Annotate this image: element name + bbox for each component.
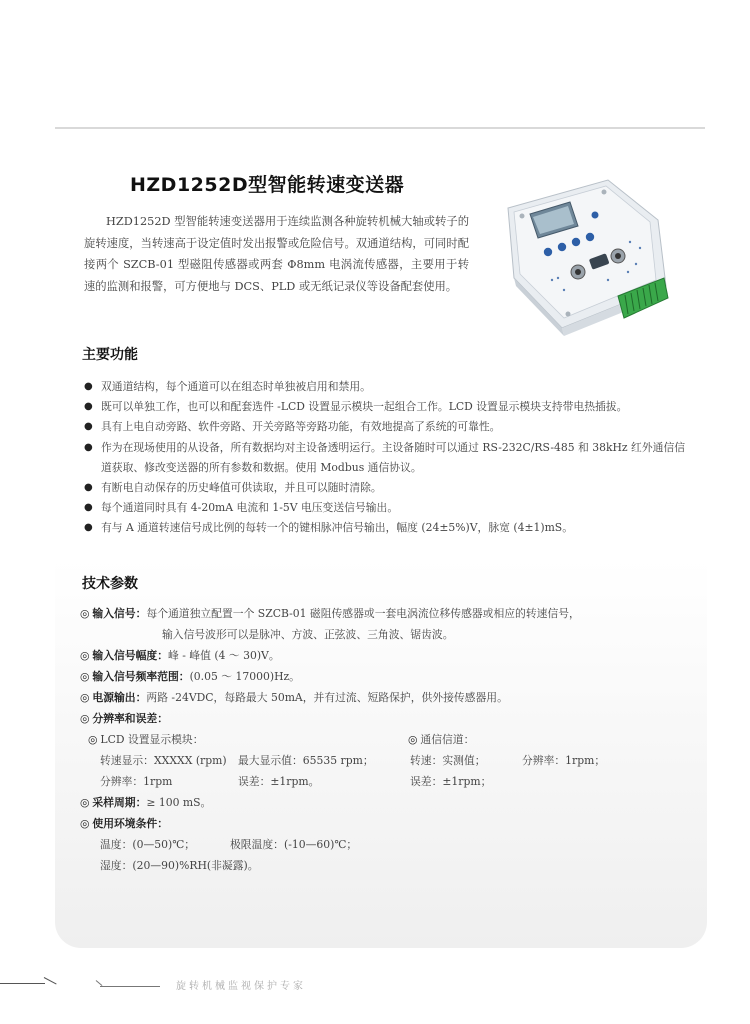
lcd-module-title: ◎ LCD 设置显示模块： (88, 733, 204, 746)
section-title-specs: 技术参数 (82, 576, 138, 592)
list-item: ● 有断电自动保存的历史峰值可供读取，并且可以随时清除。 (84, 478, 694, 498)
spec-value: (0.05 ～ 17000)Hz。 (189, 670, 300, 683)
spec-label: 输入信号频率范围 (92, 670, 179, 683)
spec-bullet: ◎ (80, 796, 90, 809)
list-item: ● 双通道结构，每个通道可以在组态时单独被启用和禁用。 (84, 377, 694, 397)
comm-error: 误差：±1rpm； (410, 775, 492, 788)
section-title-features: 主要功能 (82, 347, 138, 363)
spec-bullet: ◎ (88, 733, 98, 746)
spec-label: 使用环境条件 (92, 817, 158, 830)
footer-rule (100, 986, 160, 987)
spec-value: ≥ 100 mS。 (146, 796, 212, 809)
spec-bullet: ◎ (80, 691, 90, 704)
env-temperature: 温度：(0—50)℃； (100, 838, 196, 851)
lcd-resolution: 分辨率：1rpm (100, 775, 173, 788)
spec-environment: ◎ 使用环境条件： (80, 817, 168, 830)
list-item: ● 具有上电自动旁路、软件旁路、开关旁路等旁路功能，有效地提高了系统的可靠性。 (84, 417, 694, 437)
product-image (490, 168, 675, 338)
spec-value: 两路 -24VDC，每路最大 50mA，并有过流、短路保护，供外接传感器用。 (146, 691, 508, 704)
spec-bullet: ◎ (408, 733, 418, 746)
lcd-error: 误差：±1rpm。 (238, 775, 320, 788)
spec-label: 输入信号 (92, 607, 136, 620)
list-item: ● 既可以单独工作，也可以和配套选件 -LCD 设置显示模块一起组合工作。LCD 设置显示模块支持带电热插拔。 (84, 397, 694, 417)
spec-bullet: ◎ (80, 607, 90, 620)
spec-value: 峰 - 峰值 (4 ～ 30)V。 (168, 649, 280, 662)
spec-input-signal: ◎ 输入信号：每个通道独立配置一个 SZCB-01 磁阻传感器或一套电涡流位移传感器或相应的转速信号， (80, 607, 580, 620)
spec-value: 每个通道独立配置一个 SZCB-01 磁阻传感器或一套电涡流位移传感器或相应的转速信号， (146, 607, 580, 620)
spec-bullet: ◎ (80, 649, 90, 662)
spec-frequency: ◎ 输入信号频率范围：(0.05 ～ 17000)Hz。 (80, 670, 300, 683)
spec-bullet: ◎ (80, 712, 90, 725)
spec-bullet: ◎ (80, 817, 90, 830)
spec-resolution: ◎ 分辨率和误差： (80, 712, 168, 725)
env-humidity: 湿度：(20—90)%RH(非凝露)。 (100, 859, 259, 872)
comm-speed: 转速：实测值； (410, 754, 486, 767)
footer-slogan: 旋转机械监视保护专家 (176, 981, 306, 992)
comm-channel-title: ◎ 通信信道： (408, 733, 475, 746)
spec-label: 电源输出 (92, 691, 136, 704)
spec-label: 采样周期 (92, 796, 136, 809)
lcd-speed-display: 转速显示：XXXXX (rpm) (100, 754, 227, 767)
spec-amplitude: ◎ 输入信号幅度：峰 - 峰值 (4 ～ 30)V。 (80, 649, 280, 662)
intro-paragraph: HZD1252D 型智能转速变送器用于连续监测各种旋转机械大轴或转子的旋转速度，当转速高于设定值时发出报警或危险信号。双通道结构，可同时配接两个 SZCB-01 型磁阻传感器或两套 Φ8mm 电涡流传感器，主要用于转速的监测和报警，可方便地与 DCS、PLD 或无纸记录仪等设备配套使用。 (84, 215, 469, 293)
lcd-max-display: 最大显示值：65535 rpm； (238, 754, 374, 767)
list-item: ● 作为在现场使用的从设备，所有数据均对主设备透明运行。主设备随时可以通过 RS-232C/RS-485 和 38kHz 红外通信信道获取、修改变送器的所有参数和数据。使用 Modbus 通信协议。 (84, 438, 694, 478)
footer-rule-tick (44, 977, 57, 984)
spec-label: 输入信号幅度 (92, 649, 158, 662)
page-title: HZD1252D型智能转速变送器 (130, 174, 405, 196)
spec-power: ◎ 电源输出：两路 -24VDC，每路最大 50mA，并有过流、短路保护，供外接传感器用。 (80, 691, 508, 704)
spec-bullet: ◎ (80, 670, 90, 683)
spec-sampling: ◎ 采样周期：≥ 100 mS。 (80, 796, 212, 809)
comm-resolution: 分辨率：1rpm； (522, 754, 606, 767)
list-item: ● 有与 A 通道转速信号成比例的每转一个的键相脉冲信号输出，幅度 (24±5%)V，脉宽 (4±1)mS。 (84, 518, 694, 538)
list-item: ● 每个通道同时具有 4-20mA 电流和 1-5V 电压变送信号输出。 (84, 498, 694, 518)
top-rule (55, 127, 705, 129)
spec-label: 分辨率和误差 (92, 712, 158, 725)
feature-list (84, 377, 694, 539)
footer-rule (0, 983, 45, 984)
env-limit-temperature: 极限温度：(-10—60)℃； (230, 838, 358, 851)
spec-value: 输入信号波形可以是脉冲、方波、正弦波、三角波、锯齿波。 (162, 628, 454, 641)
